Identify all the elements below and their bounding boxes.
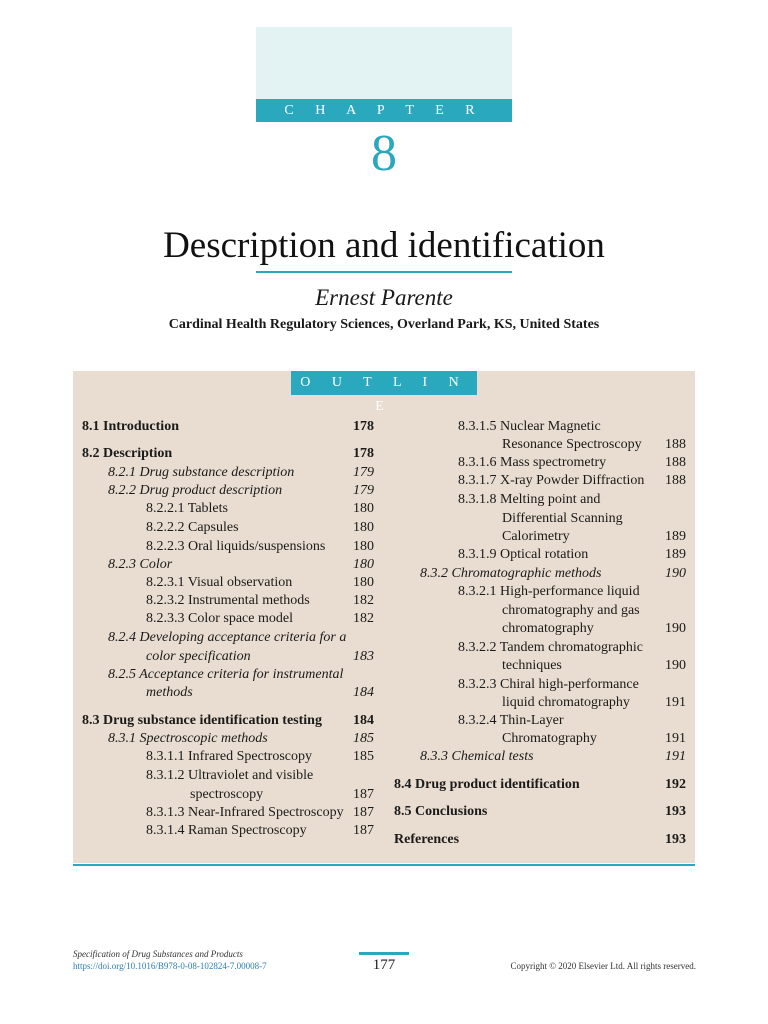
page-number: 177 [372, 957, 396, 973]
copyright-notice: Copyright © 2020 Elsevier Ltd. All rights reserved. [510, 961, 696, 971]
chapter-title: Description and identification [163, 225, 605, 266]
chapter-number: 8 [371, 125, 397, 182]
table-of-contents: 8.1 Introduction 178 8.2 Description 178 8.2.1 Drug substance description 179 8.2.2 Drug product description 179 8.2.2.1 Tablets 180 8.2.2.2 Capsules 180 8.2.2.3 Oral liquids/suspensions 180 8.2.3 Color 180 8.2.3.1 Visual observation 180 8.2.3.2 Instrumental methods 182 8.2.3.3 Color space model 182 8.2.4 Developing acceptance criteria for a color specification 183 8.2.5 Acceptance criteria for instrumental methods 184 8.3 Drug substance identification testing 184 8.3.1 Spectroscopic methods 185 8.3.1.1 Infrared Spectroscopy 185 8.3.1.2 Ultraviolet and visible spectroscopy 187 8.3.1.3 Near-Infrared Spectroscopy 187 8.3.1.4 Raman Spectroscopy 187 8.3.1.5 Nuclear Magnetic Resonance Spectroscopy 188 8.3.1.6 Mass spectrometry 188 8.3.1.7 X-ray Powder Diffraction 188 8.3.1.8 Melting point and Differential Scanning Calorimetry 189 8.3.1.9 Optical rotation 189 8.3.2 Chromatographic methods 190 8.3.2.1 High-performance liquid chromatography and gas chromatography 190 8.3.2.2 Tandem chromatographic techniques 190 8.3.2.3 Chiral high-performance liquid chromatography 191 8.3.2.4 Thin-Layer Chromatography 191 8.3.3 Chemical tests 191 8.4 Drug product identification 192 8.5 Conclusions 193 References 193 [82, 419, 686, 847]
doi-link[interactable]: https://doi.org/10.1016/B978-0-08-102824-7.00008-7 [73, 961, 267, 971]
footer-citation [73, 948, 267, 972]
author-name: Ernest Parente [315, 285, 453, 310]
book-title: Specification of Drug Substances and Products [73, 949, 243, 959]
chapter-label: C H A P T E R [256, 99, 512, 122]
author-affiliation: Cardinal Health Regulatory Sciences, Overland Park, KS, United States [168, 317, 600, 332]
outline-label: O U T L I N E [291, 371, 477, 395]
